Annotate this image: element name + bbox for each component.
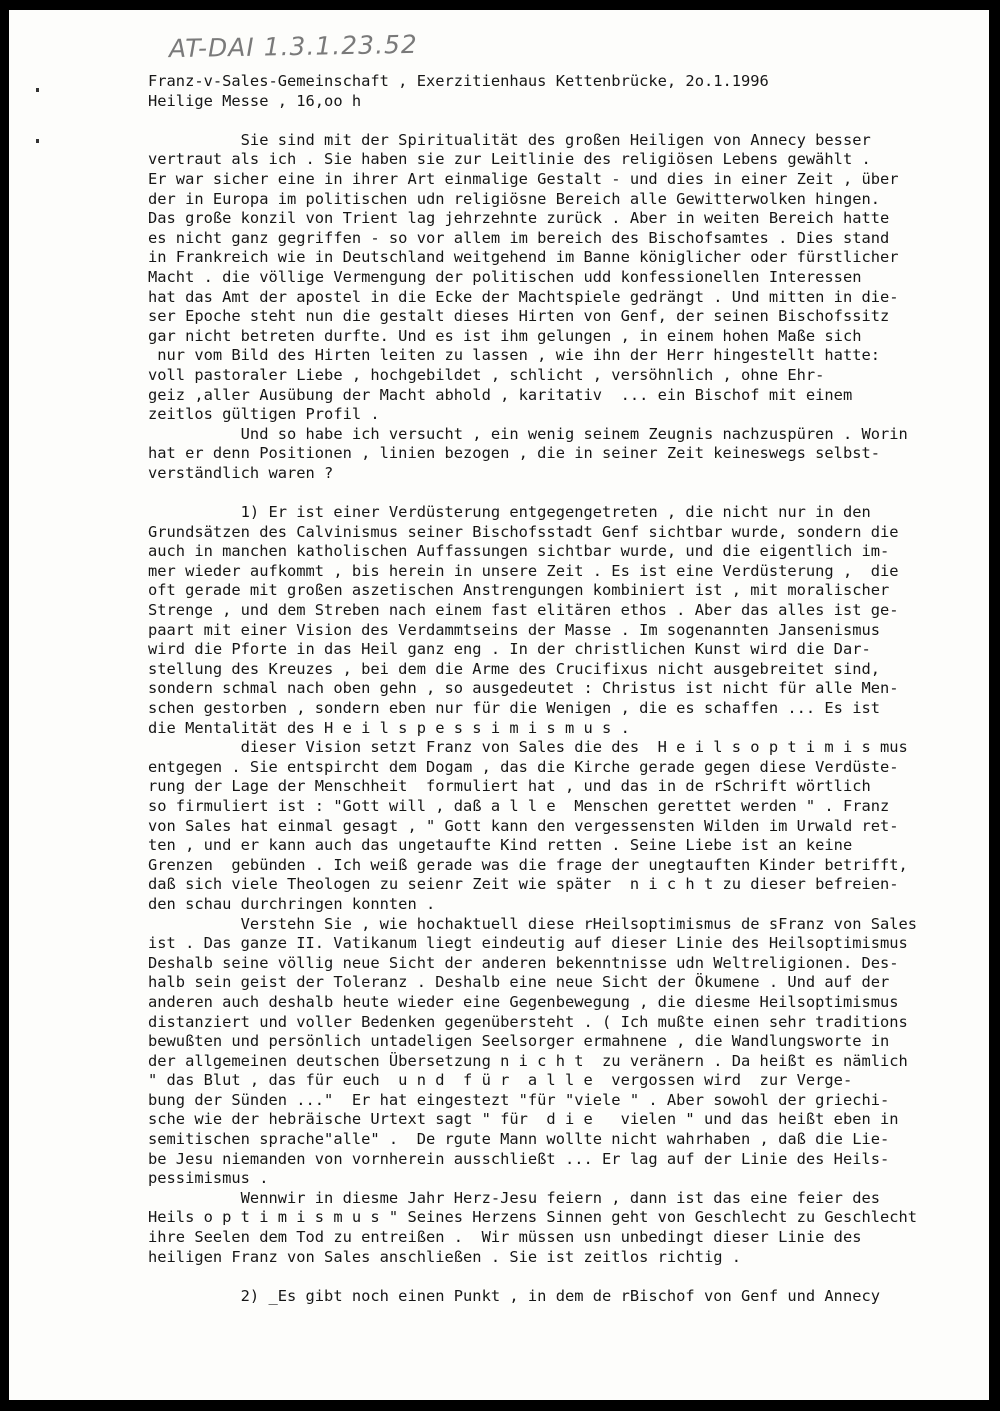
text-line: rung der Lage der Menschheit formuliert hat , und das in de rSchrift wörtlich xyxy=(148,777,871,796)
text-line: oft gerade mit großen aszetischen Anstrengungen kombiniert ist , mit moralischer xyxy=(148,581,890,600)
text-line: verständlich waren ? xyxy=(148,463,334,482)
text-line: hat das Amt der apostel in die Ecke der Machtspiele gedrängt . Und mitten in die- xyxy=(148,287,899,306)
text-line: der in Europa im politischen udn religiösne Bereich alle Gewitterwolken hingen. xyxy=(148,189,881,208)
text-line: Das große konzil von Trient lag jehrzehnte zurück . Aber in weiten Bereich hatte xyxy=(148,209,890,228)
text-line: pessimismus . xyxy=(148,1169,269,1188)
text-line: Heils o p t i m i s m u s " Seines Herzens Sinnen geht von Geschlecht zu Geschlecht xyxy=(148,1208,918,1227)
text-line: auch in manchen katholischen Auffassungen sichtbar wurde, und die eigentlich im- xyxy=(148,542,890,561)
text-line: " das Blut , das für euch u n d f ü r a l l e vergossen wird zur Verge- xyxy=(148,1071,853,1090)
text-line: die Mentalität des H e i l s p e s s i m i s m u s . xyxy=(148,718,630,737)
text-line: sche wie der hebräische Urtext sagt " für d i e vielen " und das heißt eben in xyxy=(148,1110,899,1129)
text-line: von Sales hat einmal gesagt , " Gott kann den vergessensten Wilden im Urwald ret- xyxy=(148,816,899,835)
text-line: Grundsätzen des Calvinismus seiner Bischofsstadt Genf sichtbar wurde, sondern die xyxy=(148,522,899,541)
text-line: entgegen . Sie entspircht dem Dogam , das die Kirche gerade gegen diese Verdüste- xyxy=(148,757,899,776)
text-line: den schau durchringen konnten . xyxy=(148,894,436,913)
text-line: be Jesu niemanden von vornherein ausschließt ... Er lag auf der Linie des Heils- xyxy=(148,1149,890,1168)
text-line: Macht . die völlige Vermengung der politischen udd konfessionellen Interessen xyxy=(148,267,862,286)
text-line: 2) _Es gibt noch einen Punkt , in dem de rBischof von Genf und Annecy xyxy=(148,1286,881,1305)
text-line: bung der Sünden ..." Er hat eingestezt "für "viele " . Aber sowohl der griechi- xyxy=(148,1090,890,1109)
blank-line xyxy=(148,483,968,503)
text-line: Grenzen gebünden . Ich weiß gerade was die frage der unegtauften Kinder betrifft, xyxy=(148,855,908,874)
text-line: es nicht ganz gegriffen - so vor allem im bereich des Bischofsamtes . Dies stand xyxy=(148,228,890,247)
text-line: der allgemeinen deutschen Übersetzung n i c h t zu veränern . Da heißt es nämlich xyxy=(148,1051,908,1070)
text-line: voll pastoraler Liebe , hochgebildet , schlicht , versöhnlich , ohne Ehr- xyxy=(148,365,825,384)
text-line: Verstehn Sie , wie hochaktuell diese rHeilsoptimismus de sFranz von Sales xyxy=(148,914,918,933)
text-line: ten , und er kann auch das ungetaufte Kind retten . Seine Liebe ist an keine xyxy=(148,836,853,855)
text-line: Sie sind mit der Spiritualität des großen Heiligen von Annecy besser xyxy=(148,130,871,149)
text-line: so firmuliert ist : "Gott will , daß a l l e Menschen gerettet werden " . Franz xyxy=(148,796,890,815)
text-line: Franz-v-Sales-Gemeinschaft , Exerzitienhaus Kettenbrücke, 2o.1.1996 xyxy=(148,72,769,90)
text-line: ihre Seelen dem Tod zu entreißen . Wir müssen usn unbedingt dieser Linie des xyxy=(148,1228,862,1247)
document-page xyxy=(9,10,989,1400)
text-line: nur vom Bild des Hirten leiten zu lassen , wie ihn der Herr hingestellt hatte: xyxy=(148,346,881,365)
margin-mark xyxy=(36,139,39,143)
letter-body xyxy=(148,72,968,1306)
text-line: daß sich viele Theologen zu seienr Zeit wie später n i c h t zu dieser befreien- xyxy=(148,875,899,894)
text-line: Er war sicher eine in ihrer Art einmalige Gestalt - und dies in einer Zeit , über xyxy=(148,169,899,188)
text-line: hat er denn Positionen , linien bezogen , die in seiner Zeit keineswegs selbst- xyxy=(148,444,881,463)
text-line: Strenge , und dem Streben nach einem fast elitären ethos . Aber das alles ist ge- xyxy=(148,601,899,620)
text-line: paart mit einer Vision des Verdammtseins der Masse . Im sogenannten Jansenismus xyxy=(148,620,881,639)
text-line: wird die Pforte in das Heil ganz eng . In der christlichen Kunst wird die Dar- xyxy=(148,640,871,659)
text-line: ist . Das ganze II. Vatikanum liegt eindeutig auf dieser Linie des Heilsoptimismus xyxy=(148,934,908,953)
text-line: gar nicht betreten durfte. Und es ist ihm gelungen , in einem hohen Maße sich xyxy=(148,326,862,345)
text-line: dieser Vision setzt Franz von Sales die des H e i l s o p t i m i s mus xyxy=(148,738,908,757)
text-line: stellung des Kreuzes , bei dem die Arme des Crucifixus nicht ausgebreitet sind, xyxy=(148,659,881,678)
text-line: ser Epoche steht nun die gestalt dieses Hirten von Genf, der seinen Bischofssitz xyxy=(148,307,890,326)
text-line: 1) Er ist einer Verdüsterung entgegengetreten , die nicht nur in den xyxy=(148,503,871,522)
text-line: bewußten und persönlich untadeligen Seelsorger ermahnene , die Wandlungsworte in xyxy=(148,1032,890,1051)
text-line: halb sein geist der Toleranz . Deshalb eine neue Sicht der Ökumene . Und auf der xyxy=(148,973,890,992)
blank-line xyxy=(148,111,968,131)
text-line: in Frankreich wie in Deutschland weitgehend im Banne königlicher oder fürstlicher xyxy=(148,248,899,267)
text-line: mer wieder aufkommt , bis herein in unsere Zeit . Es ist eine Verdüsterung , die xyxy=(148,561,899,580)
text-line: Heilige Messe , 16,oo h xyxy=(148,91,362,110)
text-line: anderen auch deshalb heute wieder eine Gegenbewegung , die diesme Heilsoptimismus xyxy=(148,992,899,1011)
text-line: semitischen sprache"alle" . De rgute Mann wollte nicht wahrhaben , daß die Lie- xyxy=(148,1130,890,1149)
text-line: zeitlos gültigen Profil . xyxy=(148,405,380,424)
archive-reference: AT-DAI 1.3.1.23.52 xyxy=(168,29,419,64)
text-line: distanziert und voller Bedenken gegenübersteht . ( Ich mußte einen sehr traditions xyxy=(148,1012,908,1031)
text-line: sondern schmal nach oben gehn , so ausgedeutet : Christus ist nicht für alle Men- xyxy=(148,679,899,698)
blank-line xyxy=(148,1267,968,1287)
text-line: Und so habe ich versucht , ein wenig seinem Zeugnis nachzuspüren . Worin xyxy=(148,424,908,443)
text-line: Wennwir in diesme Jahr Herz-Jesu feiern , dann ist das eine feier des xyxy=(148,1188,881,1207)
text-line: Deshalb seine völlig neue Sicht der anderen bekenntnisse udn Weltreligionen. Des- xyxy=(148,953,899,972)
text-line: heiligen Franz von Sales anschließen . Sie ist zeitlos richtig . xyxy=(148,1247,742,1266)
margin-mark xyxy=(36,88,39,92)
text-line: vertraut als ich . Sie haben sie zur Leitlinie des religiösen Lebens gewählt . xyxy=(148,150,871,169)
text-line: schen gestorben , sondern eben nur für die Wenigen , die es schaffen ... Es ist xyxy=(148,699,881,717)
text-line: geiz ,aller Ausübung der Macht abhold , karitativ ... ein Bischof mit einem xyxy=(148,385,853,404)
